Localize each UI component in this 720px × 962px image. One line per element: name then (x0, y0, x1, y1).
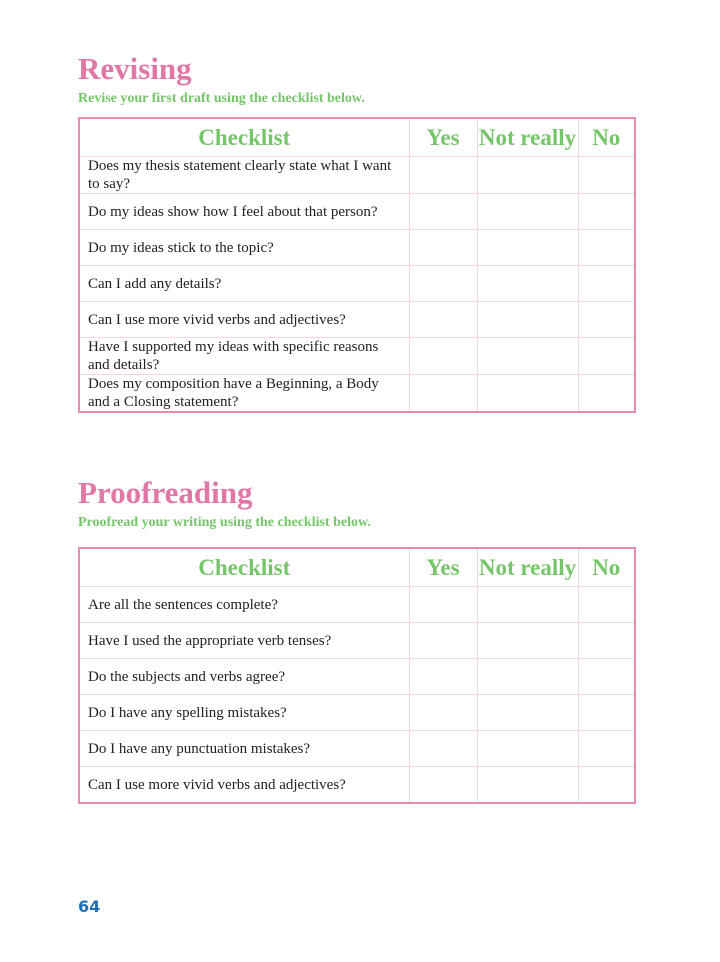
not-really-cell[interactable] (477, 338, 578, 375)
table-row (79, 338, 635, 375)
checklist-question: Have I supported my ideas with specific reasons and details? (79, 338, 409, 375)
yes-cell[interactable] (409, 587, 477, 623)
revising-subtitle: Revise your first draft using the checklist below. (78, 91, 365, 106)
checklist-question: Do my ideas show how I feel about that person? (79, 194, 409, 230)
header-yes: Yes (409, 118, 477, 157)
table-row (79, 587, 635, 623)
revising-title: Revising (78, 51, 192, 86)
no-cell[interactable] (578, 338, 635, 375)
yes-cell[interactable] (409, 194, 477, 230)
table-header-row (79, 548, 635, 587)
yes-cell[interactable] (409, 230, 477, 266)
table-row (79, 731, 635, 767)
checklist-question: Are all the sentences complete? (79, 587, 409, 623)
checklist-question: Do I have any punctuation mistakes? (79, 731, 409, 767)
no-cell[interactable] (578, 587, 635, 623)
table-row (79, 623, 635, 659)
table-row (79, 375, 635, 413)
no-cell[interactable] (578, 266, 635, 302)
table-row (79, 302, 635, 338)
table-header-row (79, 118, 635, 157)
no-cell[interactable] (578, 659, 635, 695)
table-row (79, 695, 635, 731)
yes-cell[interactable] (409, 157, 477, 194)
not-really-cell[interactable] (477, 375, 578, 413)
checklist-question: Can I add any details? (79, 266, 409, 302)
no-cell[interactable] (578, 157, 635, 194)
yes-cell[interactable] (409, 623, 477, 659)
not-really-cell[interactable] (477, 767, 578, 804)
no-cell[interactable] (578, 230, 635, 266)
yes-cell[interactable] (409, 695, 477, 731)
checklist-question: Do the subjects and verbs agree? (79, 659, 409, 695)
yes-cell[interactable] (409, 731, 477, 767)
not-really-cell[interactable] (477, 623, 578, 659)
checklist-question: Do my ideas stick to the topic? (79, 230, 409, 266)
no-cell[interactable] (578, 695, 635, 731)
header-no: No (578, 548, 635, 587)
header-no: No (578, 118, 635, 157)
table-row (79, 157, 635, 194)
page-number: 64 (78, 897, 101, 916)
not-really-cell[interactable] (477, 157, 578, 194)
not-really-cell[interactable] (477, 194, 578, 230)
table-row (79, 194, 635, 230)
checklist-question: Does my thesis statement clearly state what I want to say? (79, 157, 409, 194)
not-really-cell[interactable] (477, 659, 578, 695)
header-not-really: Not really (477, 118, 578, 157)
checklist-question: Have I used the appropriate verb tenses? (79, 623, 409, 659)
yes-cell[interactable] (409, 659, 477, 695)
proofreading-checklist-table (78, 547, 636, 804)
proofreading-subtitle: Proofread your writing using the checklist below. (78, 515, 371, 530)
not-really-cell[interactable] (477, 695, 578, 731)
table-row (79, 266, 635, 302)
header-checklist: Checklist (79, 548, 409, 587)
header-yes: Yes (409, 548, 477, 587)
yes-cell[interactable] (409, 375, 477, 413)
header-not-really: Not really (477, 548, 578, 587)
checklist-question: Do I have any spelling mistakes? (79, 695, 409, 731)
not-really-cell[interactable] (477, 587, 578, 623)
yes-cell[interactable] (409, 338, 477, 375)
no-cell[interactable] (578, 302, 635, 338)
no-cell[interactable] (578, 623, 635, 659)
checklist-question: Can I use more vivid verbs and adjectives? (79, 767, 409, 804)
table-row (79, 230, 635, 266)
yes-cell[interactable] (409, 767, 477, 804)
yes-cell[interactable] (409, 302, 477, 338)
table-row (79, 659, 635, 695)
table-row (79, 767, 635, 804)
checklist-question: Can I use more vivid verbs and adjectives? (79, 302, 409, 338)
header-checklist: Checklist (79, 118, 409, 157)
no-cell[interactable] (578, 731, 635, 767)
yes-cell[interactable] (409, 266, 477, 302)
not-really-cell[interactable] (477, 302, 578, 338)
not-really-cell[interactable] (477, 230, 578, 266)
revising-checklist-table (78, 117, 636, 413)
not-really-cell[interactable] (477, 266, 578, 302)
no-cell[interactable] (578, 767, 635, 804)
checklist-question: Does my composition have a Beginning, a Body and a Closing statement? (79, 375, 409, 413)
no-cell[interactable] (578, 375, 635, 413)
proofreading-title: Proofreading (78, 475, 253, 510)
no-cell[interactable] (578, 194, 635, 230)
not-really-cell[interactable] (477, 731, 578, 767)
